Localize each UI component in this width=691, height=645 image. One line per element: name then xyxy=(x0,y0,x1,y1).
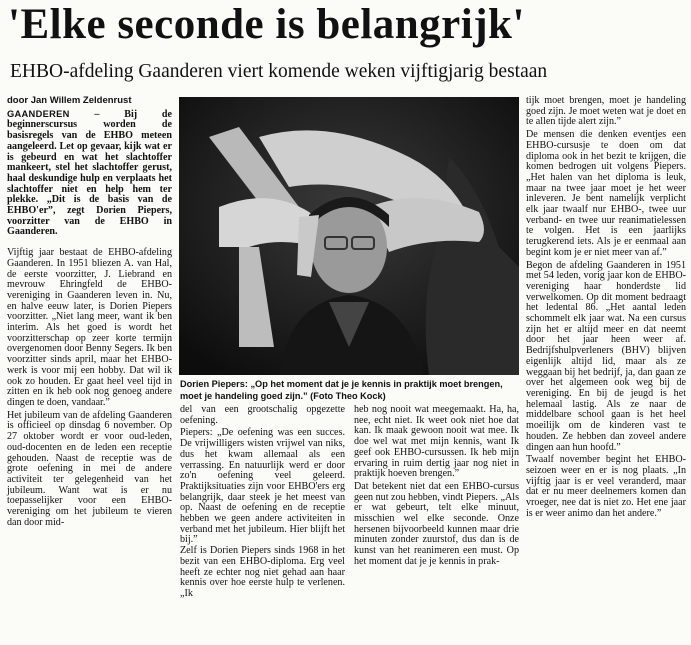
headline: 'Elke seconde is belangrijk' xyxy=(8,1,525,48)
photo-caption xyxy=(180,379,522,402)
article-column-1 xyxy=(7,96,172,528)
body-paragraph: De mensen die denken eventjes een EHBO-cursusje te doen om dat diploma ook in het bezit te krijgen, die komen bedrogen uit volgens Piepers. „Het halen van het diploma is leuk, maar na twee jaar moet je het weer inleveren. Je bent namelijk verplicht elk jaar twaalf nur EHBO-, twee uur verband- en twee uur reanimatielessen te volgen. Het is een jaarlijks terugkerend iets. Als je er eenmaal aan begint kom je er niet meer van af.” xyxy=(526,129,686,258)
article-column-2 xyxy=(180,405,345,600)
body-paragraph: heb nog nooit wat meegemaakt. Ha, ha, nee, echt niet. Ik weet ook niet hoe dat kan. Ik maak gewoon nooit wat mee. Ik doe wel wat met mijn kennis, want Ik geef ook EHBO-cursussen. Ik heb mijn ervaring in ruim dertig jaar nog niet in praktijk hoeven brengen.” xyxy=(354,404,519,480)
body-paragraph: Piepers: „De oefening was een succes. De vrijwilligers wisten vrijwel van niks, dus het kwam allemaal als een verrassing. En natuurlijk werd er door zo'n oefening veel geleerd. Praktijksituaties zijn voor EHBO'ers erg belangrijk, daar steek je het meest van op. Naast de oefening en de receptie hebben we geen andere activiteiten in verband met het jubileum. Hier blijft het bij.” xyxy=(180,427,345,546)
body-paragraph: Het jubileum van de afdeling Gaanderen is officieel op dinsdag 6 november. Op 27 oktober wordt er voor oud-leden, oud-docenten en de leden een receptie gehouden. Naast de receptie was de grote oefening in mei de andere activiteit ter gelegenheid van het jubileum. Want wat is er nu toepasselijker voor een EHBO-vereniging om het jubileum te vieren dan door mid- xyxy=(7,409,172,528)
body-paragraph: Vijftig jaar bestaat de EHBO-afdeling Gaanderen. In 1951 bliezen A. van Hal, de eerste voorzitter, J. Liebrand en mevrouw Ehringfeld de EHBO-vereniging in Gaanderen leven in. Nu, en halve eeuw later, is Dorien Piepers voorzitter. „Niet lang meer, want ik ben interim. Als het goed is wordt het voorzitterschap op zeer korte termijn overgenomen door Benny Segers. Ik ben voorzitter sinds april, maar het EHBO-werk is voor mij een hobby. Dat wil ik ook zo houden. Er gaat heel veel tijd in zitten en ik heb ook nog genoeg andere dingen te doen, vandaar.” xyxy=(7,247,172,408)
body-paragraph: Dat betekent niet dat een EHBO-cursus geen nut zou hebben, vindt Piepers. „Als er wat gebeurt, telt elke minuut, misschien wel elke seconde. Onze hersenen bijvoorbeeld kunnen maar drie minuten zonder zuurstof, dus dan is de kunst van het reanimeren een must. Op het moment dat je je kennis in prak- xyxy=(354,480,519,567)
article-column-3 xyxy=(354,405,519,568)
article-column-4 xyxy=(526,96,686,519)
lead-paragraph xyxy=(7,109,172,238)
article-photo xyxy=(179,97,519,375)
caption-name: Dorien Piepers: xyxy=(180,379,248,389)
caption-text: „Op het moment dat je je kennis in praktijk moet brengen, moet je handeling goed zijn.” (Foto Theo Kock) xyxy=(180,379,503,401)
body-paragraph: Twaalf november begint het EHBO-seizoen weer en er is nog plaats. „In vijftig jaar is er veel veranderd, maar dat er nu meer deelnemers komen dan vroeger, nee dat is niet zo. Het ene jaar is er weer animo dan het andere.” xyxy=(526,454,686,519)
body-paragraph: del van een grootschalig opgezette oefening. xyxy=(180,404,345,426)
dateline: GAANDEREN xyxy=(7,108,70,119)
photo-illustration xyxy=(179,97,519,375)
body-paragraph: Zelf is Dorien Piepers sinds 1968 in het bezit van een EHBO-diploma. Erg veel heeft ze echter nog niet gehad aan haar kennis over hoe eerste hulp te verlenen. „Ik xyxy=(180,545,345,599)
lead-text: – Bij de beginnerscursus worden de basisregels van de EHBO meteen aangeleerd. Let op gevaar, kijk wat er is gebeurd en wat het slachtoffer mankeert, stel het slachtoffer gerust, haal deskundige hulp en verplaats het slachtoffer niet en help hem ter plekke. „Dit is de basis van de EHBO'er”, zegt Dorien Piepers, voorzitter van de EHBO in Gaanderen. xyxy=(7,108,172,238)
byline: door Jan Willem Zeldenrust xyxy=(7,95,132,106)
body-paragraph: Begon de afdeling Gaanderen in 1951 met 54 leden, vorig jaar kon de EHBO-vereniging haar honderdste lid verwelkomen. Op dit moment bedraagt het ledental 86. „Het aantal leden schommelt elk jaar wat. Na een cursus zijn het er altijd meer en dat neemt door het jaar heen weer af. Bedrijfshulpverleners (BHV) blijven eigenlijk altijd lid, maar als ze weggaan bij het bedrijf, ja, dan gaan ze over het algemeen ook weg bij de vereniging. En bij de jeugd is het helemaal lastig. Als ze naar de middelbare school gaan is het heel moeilijk om de kinderen vast te houden. Ze hebben dan zoveel andere dingen aan hun hoofd.” xyxy=(526,259,686,453)
subheadline: EHBO-afdeling Gaanderen viert komende weken vijftigjarig bestaan xyxy=(10,61,548,82)
body-paragraph: tijk moet brengen, moet je handeling goed zijn. Je moet weten wat je doet en te allen tijde alert zijn.” xyxy=(526,95,686,128)
